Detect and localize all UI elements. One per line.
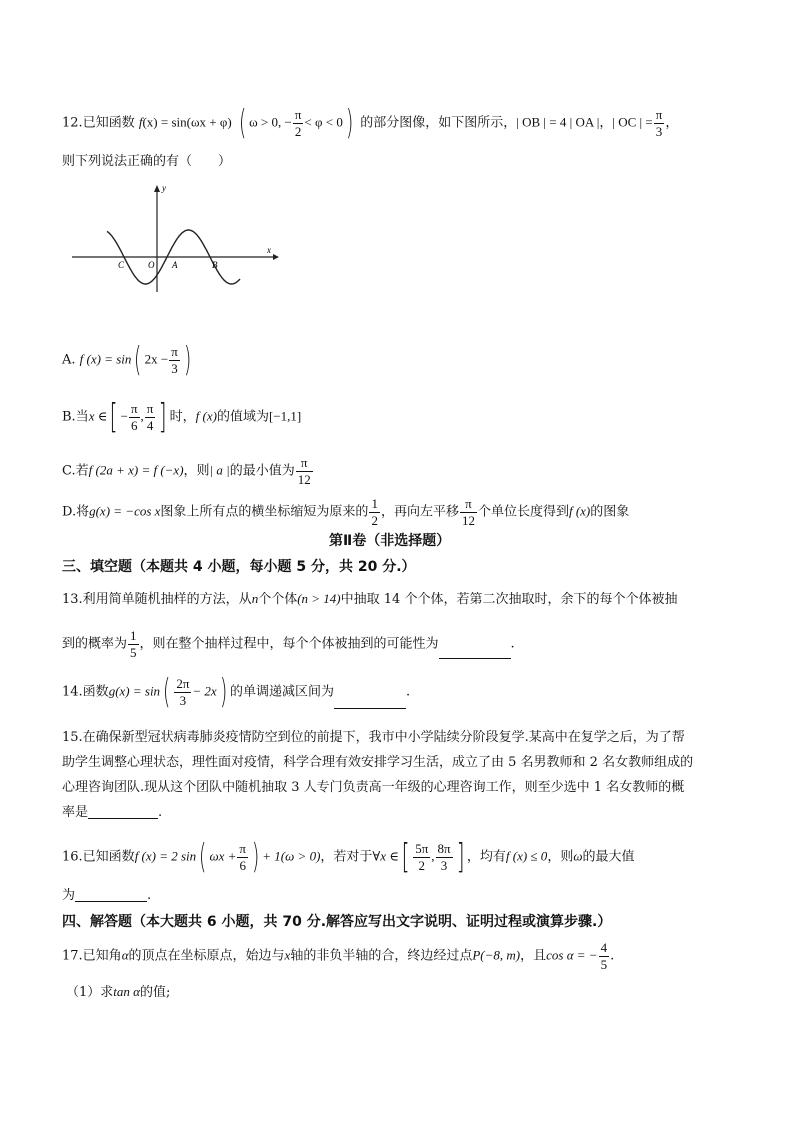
label-b: B xyxy=(212,260,218,270)
option-b: B.当x ∈[ − $\frac{\pi}{6}$ , $\frac{\pi}{4}$ ] 时，f (x)的值域为[−1,1] xyxy=(62,397,302,437)
q15-line2: 助学生调整心理状态，理性面对疫情，科学合理有效安排学习生活，成立了由 5 名男教师和 2 名女教师组成的 xyxy=(62,755,694,770)
label-x: x xyxy=(267,245,271,255)
option-a: A. f (x) = sin( 2x − $\frac{\pi}{3}$ ) xyxy=(62,340,192,380)
q12-line2: 则下列说法正确的有（ ） xyxy=(62,154,232,169)
answer-blank[interactable] xyxy=(439,646,511,659)
q13-line2: 到的概率为 $\frac{1}{5}$ ，则在整个抽样过程中，每个个体被抽到的可能性为 . xyxy=(62,628,515,660)
q12-number: 12. xyxy=(62,115,83,131)
sine-graph xyxy=(70,180,285,295)
section4-title: 四、解答题（本大题共 6 小题，共 70 分.解答应写出文字说明、证明过程或演算步骤.） xyxy=(62,914,612,930)
option-d: D.将g(x) = −cos x图象上所有点的横坐标缩短为原来的 $\frac{1}{2}$ ，再向左平移 $\frac{\pi}{12}$ 个单位长度得到f (x)的图象 xyxy=(62,496,630,528)
q17-sub1: （1）求tan α的值; xyxy=(66,984,171,1000)
part2-title: 第Ⅱ卷（非选择题） xyxy=(329,533,451,549)
y-axis-arrow xyxy=(154,185,160,192)
answer-blank[interactable] xyxy=(75,889,147,902)
section3-title: 三、填空题（本题共 4 小题，每小题 5 分，共 20 分.） xyxy=(62,559,416,575)
q16-line2: 为 . xyxy=(62,888,152,903)
q16-line1: 16.已知函数f (x) = 2 sin( ωx + $\frac{\pi}{6}$ ) + 1(ω > 0)，若对于∀x ∈[ $\frac{5\pi}{2}$ , $\frac{8\pi}{3}$ ] ，均有f (x) ≤ 0，则ω的最大值 xyxy=(62,837,635,877)
label-y: y xyxy=(162,183,166,193)
q17-line1: 17.已知角α的顶点在坐标原点，始边与x轴的非负半轴的合，终边经过点P(−8, m)，且cos α = − $\frac{4}{5}$ . xyxy=(62,940,615,972)
label-a: A xyxy=(172,260,178,270)
q15-line3: 心理咨询团队.现从这个团队中随机抽取 3 人专门负责高一年级的心理咨询工作，则至少选中 1 名女教师的概 xyxy=(62,780,685,795)
answer-blank[interactable] xyxy=(334,696,406,709)
q14: 14.函数g(x) = sin( $\frac{2\pi}{3}$ − 2x) 的单调递减区间为 . xyxy=(62,672,411,712)
q15-line4: 率是 . xyxy=(62,805,163,820)
answer-blank[interactable] xyxy=(88,806,158,819)
fraction: $\frac{\pi}{2}$ xyxy=(294,106,302,139)
q13-line1: 13.利用简单随机抽样的方法，从n个个体(n > 14)中抽取 14 个个体，若第二次抽取时，余下的每个个体被抽 xyxy=(62,591,678,607)
option-c: C.若f (2a + x) = f (−x)，则| a |的最小值为 $\frac{\pi}{12}$ xyxy=(62,455,311,487)
fraction: $\frac{\pi}{3}$ xyxy=(655,106,663,139)
q15-line1: 15.在确保新型冠状病毒肺炎疫情防空到位的前提下，我市中小学陆续分阶段复学.某高中在复学之后，为了帮 xyxy=(62,730,685,745)
label-c: C xyxy=(118,260,125,270)
q12-line1: 12.已知函数 f(x) = sin(ωx + φ) ( ω > 0, − $\frac{\pi}{2}$ < φ < 0) 的部分图像，如下图所示，| OB | = 4 | OA |，| OC | = $\frac{\pi}{3}$ ， xyxy=(62,103,679,143)
x-axis-arrow xyxy=(273,254,279,260)
label-o: O xyxy=(148,260,155,270)
